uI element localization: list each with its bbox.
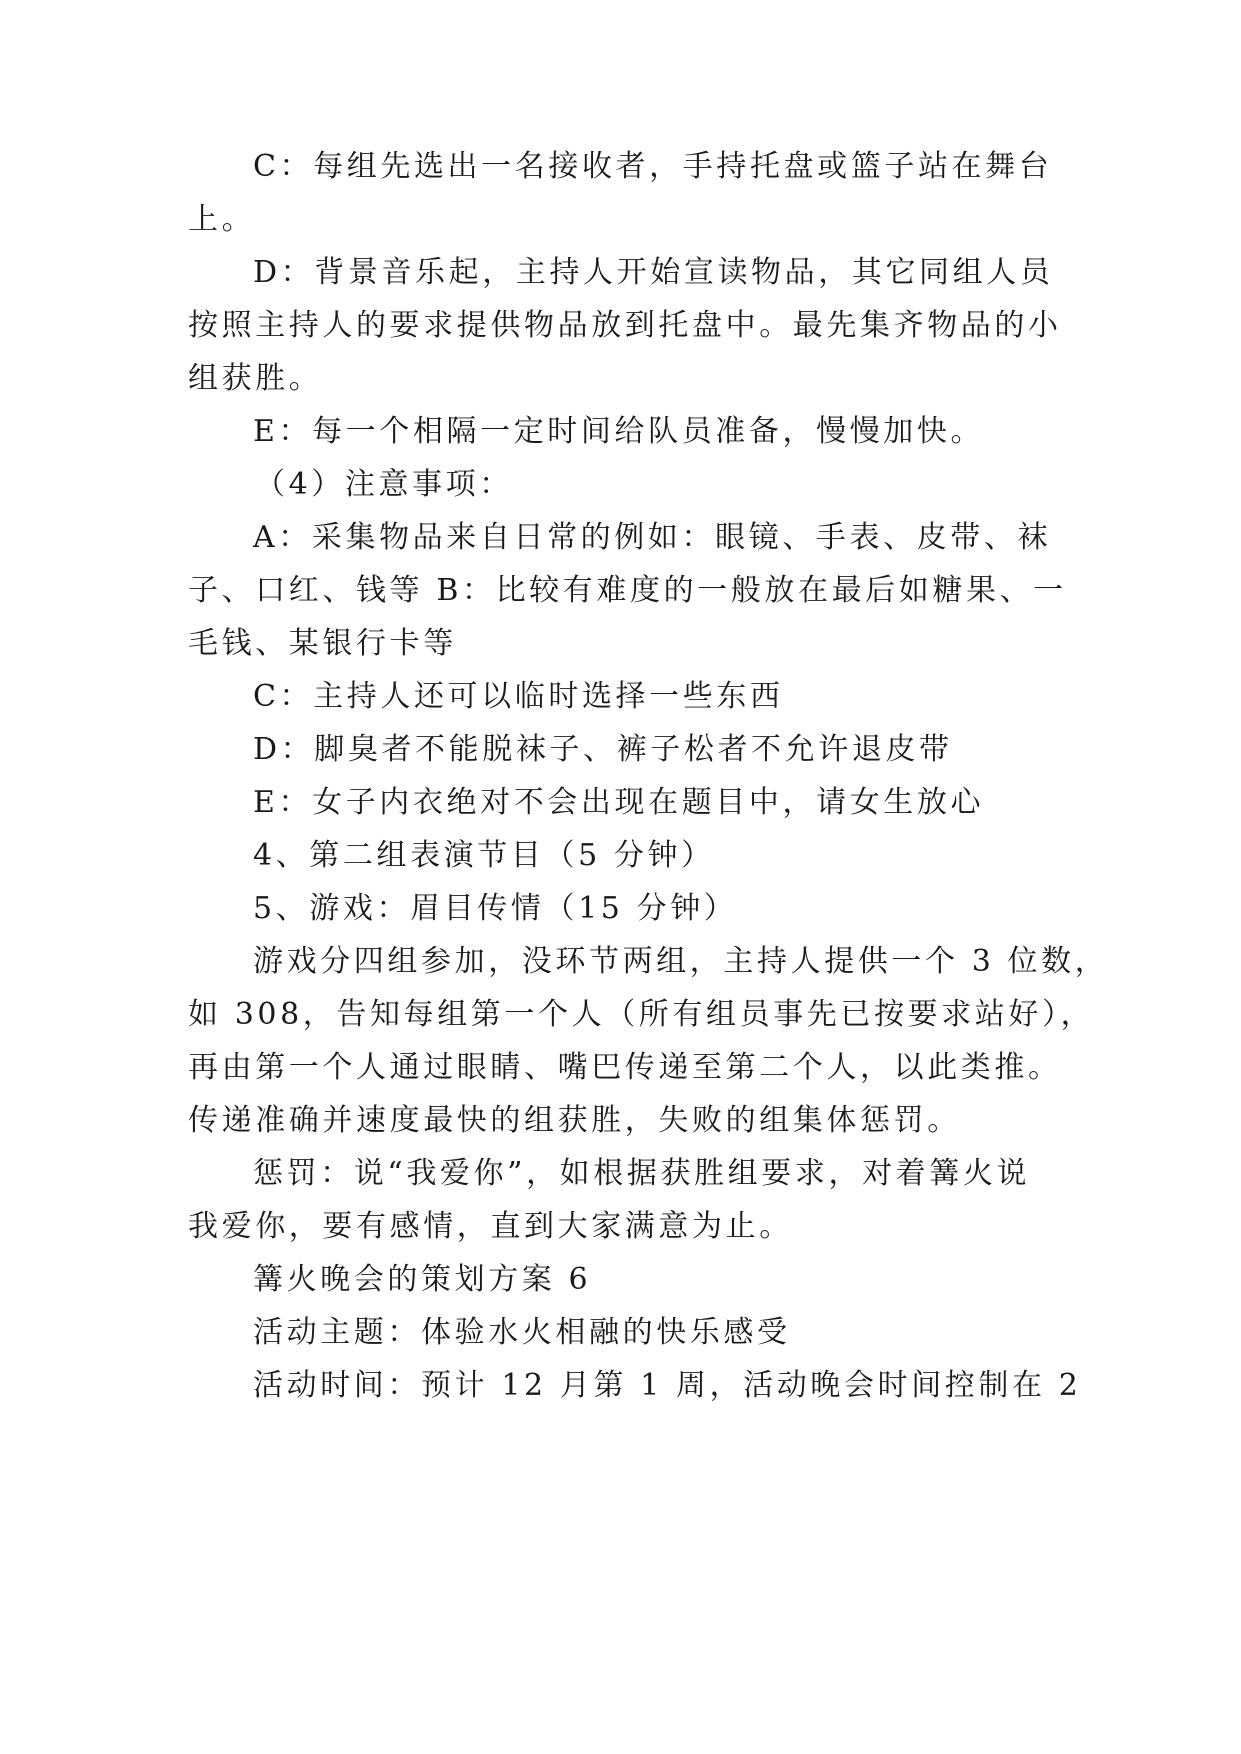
paragraph-line: C：每组先选出一名接收者，手持托盘或篮子站在舞台	[253, 149, 1053, 184]
paragraph-line: 4、第二组表演节目（5 分钟）	[253, 838, 715, 873]
paragraph-line: 5、游戏：眉目传情（15 分钟）	[253, 891, 738, 926]
paragraph-line: 上。	[188, 202, 256, 237]
paragraph-line: 传递准确并速度最快的组获胜，失败的组集体惩罚。	[188, 1103, 961, 1138]
paragraph-line: E：女子内衣绝对不会出现在题目中，请女生放心	[253, 785, 985, 820]
paragraph-line: E：每一个相隔一定时间给队员准备，慢慢加快。	[253, 414, 985, 449]
paragraph-line: 我爱你，要有感情，直到大家满意为止。	[188, 1209, 793, 1244]
paragraph-line: A：采集物品来自日常的例如：眼镜、手表、皮带、袜	[253, 520, 1052, 555]
paragraph-line: 按照主持人的要求提供物品放到托盘中。最先集齐物品的小	[188, 308, 1062, 343]
paragraph-line: D：脚臭者不能脱袜子、裤子松者不允许退皮带	[253, 732, 953, 767]
paragraph-line: 再由第一个人通过眼睛、嘴巴传递至第二个人，以此类推。	[188, 1050, 1062, 1085]
paragraph-line: 组获胜。	[188, 361, 323, 396]
paragraph-line: 惩罚：说“我爱你”，如根据获胜组要求，对着篝火说	[253, 1156, 1031, 1191]
paragraph-line: 活动主题：体验水火相融的快乐感受	[253, 1315, 791, 1350]
paragraph-line: 毛钱、某银行卡等	[188, 626, 457, 661]
paragraph-line: 活动时间：预计 12 月第 1 周，活动晚会时间控制在 2	[253, 1368, 1082, 1403]
section-title: 篝火晚会的策划方案 6	[253, 1262, 592, 1297]
paragraph-line: 游戏分四组参加，没环节两组，主持人提供一个 3 位数，	[253, 944, 1109, 979]
paragraph-line: 子、口红、钱等 B：比较有难度的一般放在最后如糖果、一	[188, 573, 1067, 608]
section-heading: （4）注意事项：	[255, 467, 513, 502]
paragraph-line: D：背景音乐起，主持人开始宣读物品，其它同组人员	[253, 255, 1054, 290]
paragraph-line: 如 308，告知每组第一个人（所有组员事先已按要求站好），	[188, 997, 1095, 1032]
paragraph-line: C：主持人还可以临时选择一些东西	[253, 679, 784, 714]
